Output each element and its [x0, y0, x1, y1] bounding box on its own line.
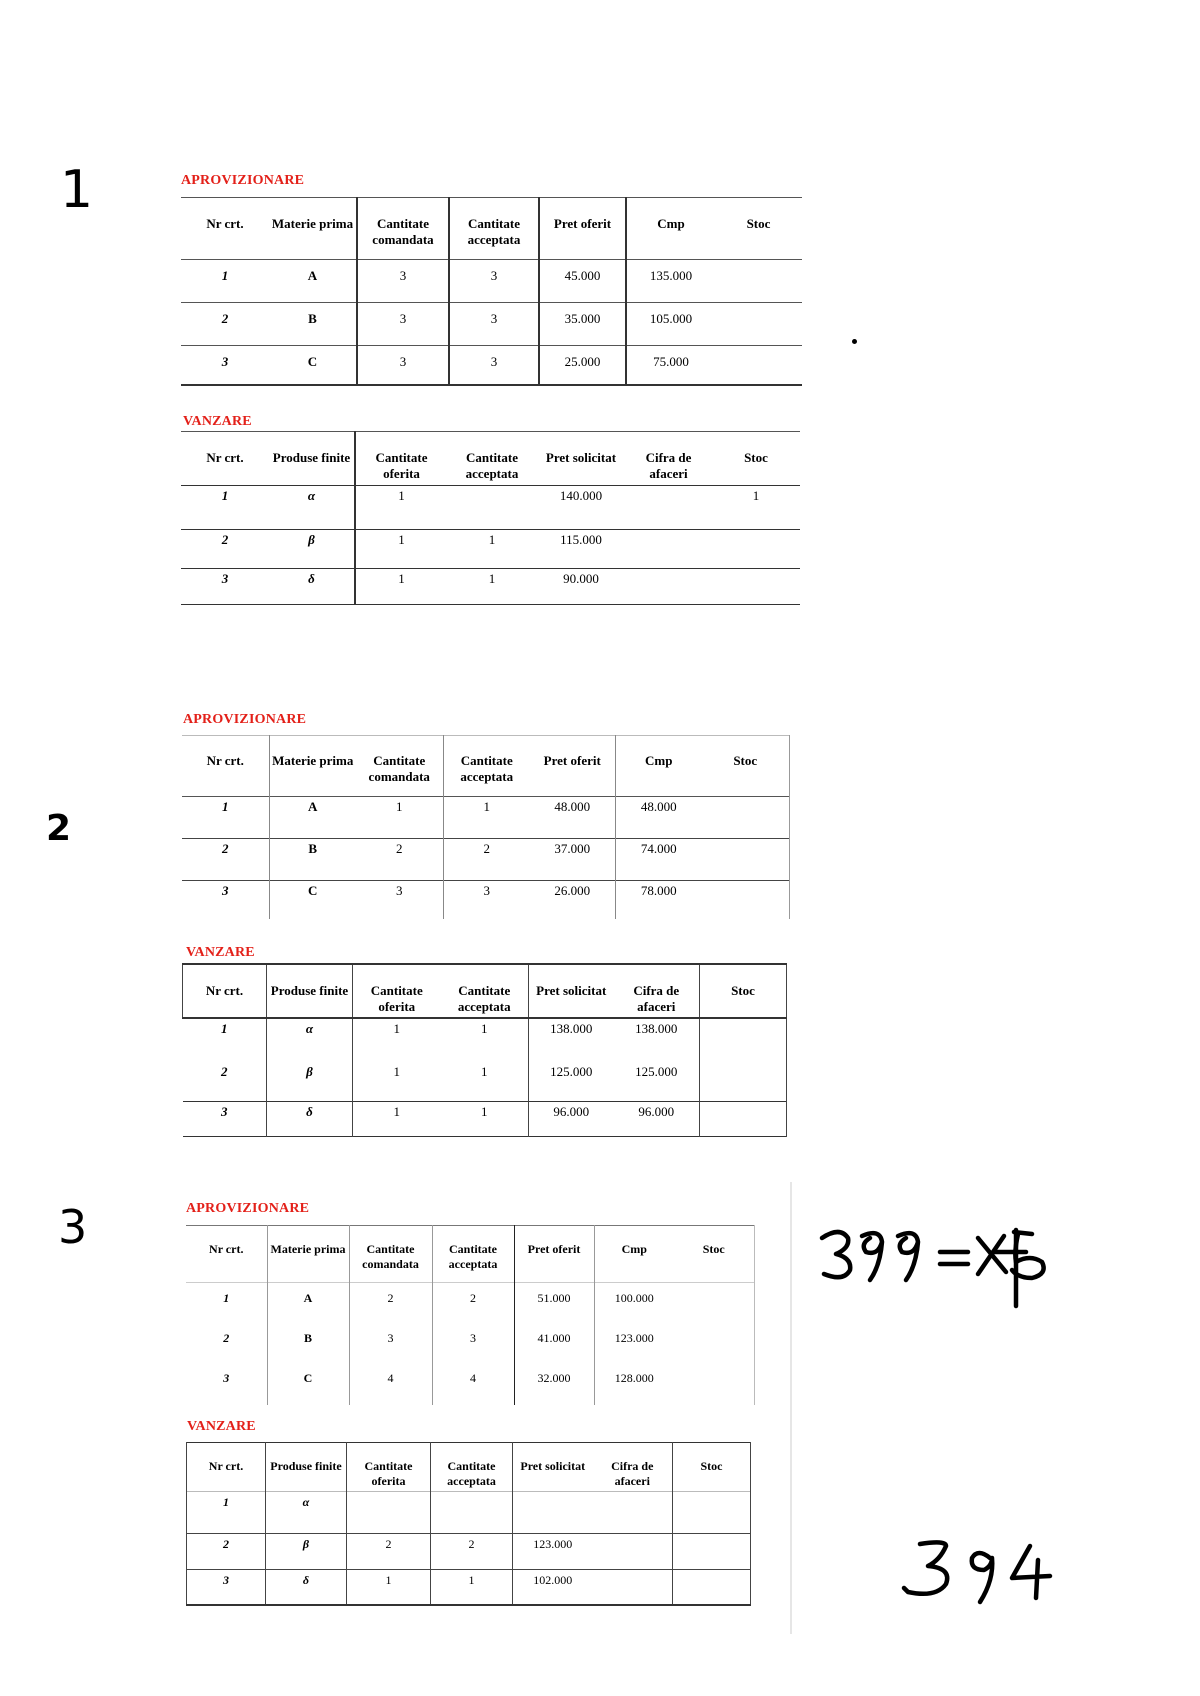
cell-cifra-de-afaceri: 138.000 [635, 1021, 678, 1036]
cell-cifra-de-afaceri [625, 486, 712, 530]
cell-cantitate-oferita: 1 [353, 1062, 441, 1101]
header-produse-finite: Produse finite [272, 450, 351, 465]
cell-nr-crt: 1 [221, 488, 229, 503]
section-1-aprovizionare-table [181, 197, 802, 386]
cell-cantitate-comandata: 3 [396, 883, 403, 898]
table-header-row [183, 964, 787, 1018]
section-2-aprovizionare-table [182, 735, 790, 919]
cell-cmp: 48.000 [615, 797, 702, 839]
table-row [186, 1283, 754, 1323]
table-header-row [182, 736, 789, 797]
cell-stoc [715, 346, 802, 385]
cell-stoc [712, 569, 800, 605]
header-pret-oferit: Pret oferit [514, 1226, 594, 1283]
cell-stoc [673, 1570, 751, 1605]
cell-cantitate-acceptata: 1 [488, 532, 496, 547]
cell-nr-crt: 3 [223, 1370, 230, 1385]
header-nr-crt: Nr crt. [206, 450, 244, 465]
cell-cantitate-comandata: 2 [396, 841, 403, 856]
table-row [181, 346, 802, 385]
table-row [183, 1101, 787, 1136]
section-2-vanzare-table [182, 963, 787, 1137]
cell-stoc [673, 1534, 751, 1570]
cell-produse-finite: β [267, 1062, 353, 1101]
cell-nr-crt: 3 [222, 883, 229, 898]
cell-stoc [700, 1018, 787, 1062]
header-pret-solicitat: Pret solicitat [513, 1443, 593, 1492]
cell-pret-oferit: 35.000 [539, 303, 626, 346]
cell-cantitate-acceptata: 3 [443, 881, 530, 919]
cell-materie-prima: B [267, 1323, 349, 1363]
stray-dot [852, 339, 857, 344]
cell-cantitate-comandata: 4 [349, 1363, 432, 1405]
header-cantitate-acceptata: Cantitate acceptata [457, 983, 511, 1014]
handwritten-note-bottom [900, 1538, 1070, 1608]
table-header-row [181, 198, 802, 260]
cell-cmp: 75.000 [626, 346, 715, 385]
section-1-aprovizionare-title: APROVIZIONARE [181, 173, 305, 188]
cell-nr-crt: 3 [221, 571, 229, 586]
header-cifra-de-afaceri: Cifra de afaceri [633, 983, 680, 1014]
table-row [186, 1363, 754, 1405]
table-row [181, 569, 800, 605]
section-1-vanzare-table [181, 431, 800, 605]
cell-cmp: 135.000 [626, 260, 715, 303]
cell-pret-solicitat: 115.000 [560, 532, 602, 547]
cell-stoc [673, 1492, 751, 1534]
table-row [187, 1492, 751, 1534]
cell-cantitate-acceptata: 1 [443, 797, 530, 839]
cell-nr-crt: 1 [187, 1492, 266, 1534]
table-row [183, 1018, 787, 1062]
cell-cantitate-acceptata: 3 [449, 346, 539, 385]
cell-cifra-de-afaceri [593, 1492, 673, 1534]
cell-cantitate-acceptata: 1 [488, 571, 496, 586]
table-row [186, 1323, 754, 1363]
cell-nr-crt: 1 [221, 268, 229, 283]
table-row [181, 303, 802, 346]
header-pret-oferit: Pret oferit [539, 198, 626, 260]
cell-stoc: 1 [752, 488, 760, 503]
table-row [187, 1534, 751, 1570]
table-row [181, 486, 800, 530]
section-3-vanzare-table [186, 1442, 751, 1606]
cell-pret-oferit: 41.000 [514, 1323, 594, 1363]
header-cmp: Cmp [626, 198, 715, 260]
cell-cmp: 105.000 [626, 303, 715, 346]
table-row [182, 881, 789, 919]
cell-nr-crt: 1 [222, 799, 229, 814]
cell-cmp: 78.000 [615, 881, 702, 919]
cell-cantitate-comandata: 3 [357, 303, 449, 346]
cell-stoc [674, 1283, 754, 1323]
cell-nr-crt: 1 [223, 1291, 230, 1305]
header-cantitate-comandata: Cantitate comandata [349, 1226, 432, 1283]
header-produse-finite: Produse finite [266, 1443, 347, 1492]
cell-pret-solicitat [513, 1492, 593, 1534]
header-cantitate-comandata: Cantitate comandata [357, 198, 449, 260]
cell-stoc [702, 797, 789, 839]
header-nr-crt: Nr crt. [206, 216, 244, 231]
cell-produse-finite: δ [266, 1570, 347, 1605]
section-2-aprovizionare-title: APROVIZIONARE [183, 712, 307, 727]
table-row [187, 1570, 751, 1605]
handwritten-number-1: 1 [60, 160, 94, 220]
cell-cmp: 74.000 [615, 839, 702, 881]
header-materie-prima: Materie prima [267, 1226, 349, 1283]
cell-stoc [702, 839, 789, 881]
cell-cantitate-acceptata: 1 [481, 1103, 488, 1119]
table-row [181, 260, 802, 303]
cell-cmp: 128.000 [594, 1363, 674, 1405]
cell-cantitate-comandata: 3 [357, 346, 449, 385]
cell-stoc [674, 1323, 754, 1363]
cell-cantitate-oferita: 1 [347, 1570, 431, 1605]
cell-cifra-de-afaceri [625, 530, 712, 569]
cell-pret-oferit: 51.000 [514, 1283, 594, 1323]
cell-materie-prima: A [269, 797, 356, 839]
cell-cantitate-acceptata: 3 [432, 1323, 514, 1363]
header-cantitate-acceptata: Cantitate acceptata [431, 1443, 513, 1492]
cell-materie-prima: A [307, 268, 318, 283]
cell-cantitate-acceptata: 4 [432, 1363, 514, 1405]
cell-cmp: 100.000 [594, 1283, 674, 1323]
cell-cantitate-oferita: 1 [355, 569, 447, 605]
header-stoc: Stoc [673, 1443, 751, 1492]
header-cantitate-acceptata: Cantitate acceptata [443, 736, 530, 797]
cell-produse-finite: α [267, 1018, 353, 1062]
cell-stoc [702, 881, 789, 919]
cell-cantitate-acceptata: 3 [449, 260, 539, 303]
header-pret-solicitat: Pret solicitat [529, 964, 614, 1018]
cell-nr-crt: 3 [221, 1103, 228, 1119]
cell-cifra-de-afaceri: 125.000 [635, 1064, 678, 1079]
cell-cantitate-acceptata: 2 [443, 839, 530, 881]
cell-stoc [712, 530, 800, 569]
cell-cantitate-acceptata [431, 1492, 513, 1534]
header-cantitate-comandata: Cantitate comandata [368, 753, 430, 784]
header-cantitate-oferita: Cantitate oferita [353, 964, 441, 1018]
section-1-vanzare-title: VANZARE [183, 414, 252, 429]
cell-cantitate-oferita: 1 [353, 1101, 441, 1136]
cell-cifra-de-afaceri: 96.000 [638, 1103, 675, 1119]
cell-pret-oferit: 37.000 [554, 841, 591, 856]
cell-materie-prima: B [308, 311, 317, 326]
cell-cantitate-oferita: 1 [353, 1018, 441, 1062]
cell-materie-prima: C [307, 354, 318, 369]
cell-pret-solicitat: 138.000 [529, 1018, 614, 1062]
cell-nr-crt: 2 [222, 841, 229, 856]
cell-pret-solicitat: 96.000 [529, 1101, 614, 1136]
table-header-row [181, 432, 800, 486]
header-nr-crt: Nr crt. [209, 1242, 244, 1256]
cell-nr-crt: 3 [221, 354, 229, 369]
cell-pret-oferit: 48.000 [554, 799, 591, 814]
handwritten-number-3: 3 [58, 1200, 88, 1254]
cell-cantitate-acceptata: 2 [432, 1283, 514, 1323]
header-materie-prima: Materie prima [269, 736, 356, 797]
cell-cantitate-acceptata: 1 [431, 1570, 513, 1605]
cell-nr-crt: 1 [221, 1021, 228, 1036]
header-cmp: Cmp [594, 1226, 674, 1283]
cell-cantitate-acceptata: 3 [449, 303, 539, 346]
section-3-aprovizionare-table [186, 1225, 755, 1405]
cell-cantitate-oferita [347, 1492, 431, 1534]
cell-produse-finite: δ [308, 571, 315, 586]
handwritten-number-2: 2 [46, 808, 72, 849]
cell-stoc [715, 303, 802, 346]
header-stoc: Stoc [744, 450, 768, 465]
table-row [182, 797, 789, 839]
cell-pret-solicitat: 140.000 [559, 488, 603, 503]
header-cantitate-oferita: Cantitate oferita [347, 1443, 431, 1492]
header-stoc: Stoc [746, 216, 771, 231]
cell-produse-finite: β [266, 1534, 347, 1570]
cell-materie-prima: C [269, 881, 356, 919]
cell-pret-oferit: 45.000 [539, 260, 626, 303]
header-pret-oferit: Pret oferit [543, 753, 601, 768]
handwritten-note-top [818, 1222, 1072, 1314]
cell-pret-solicitat: 123.000 [513, 1534, 593, 1570]
header-cantitate-acceptata: Cantitate acceptata [432, 1226, 514, 1283]
cell-cifra-de-afaceri [593, 1534, 673, 1570]
cell-nr-crt: 2 [187, 1534, 266, 1570]
header-cantitate-acceptata: Cantitate acceptata [449, 198, 539, 260]
cell-produse-finite: β [308, 532, 315, 547]
cell-materie-prima: A [267, 1283, 349, 1323]
header-cantitate-oferita: Cantitate oferita [355, 432, 447, 486]
section-2-vanzare-title: VANZARE [186, 945, 255, 960]
header-nr-crt: Nr crt. [183, 964, 267, 1018]
cell-cantitate-oferita: 2 [347, 1534, 431, 1570]
cell-materie-prima: B [269, 839, 356, 881]
cell-cantitate-acceptata: 2 [431, 1534, 513, 1570]
section-3-aprovizionare-title: APROVIZIONARE [186, 1201, 310, 1216]
cell-nr-crt: 3 [187, 1570, 266, 1605]
table-header-row [186, 1226, 754, 1283]
cell-nr-crt: 2 [223, 1330, 230, 1345]
header-cifra-de-afaceri: Cifra de afaceri [645, 450, 692, 481]
cell-nr-crt: 2 [221, 1064, 228, 1079]
cell-cifra-de-afaceri [625, 569, 712, 605]
table-row [183, 1062, 787, 1101]
cell-cantitate-acceptata [447, 486, 537, 530]
cell-cifra-de-afaceri [593, 1570, 673, 1605]
table-header-row [187, 1443, 751, 1492]
cell-stoc [700, 1062, 787, 1101]
header-stoc: Stoc [702, 736, 789, 797]
cell-cantitate-comandata: 3 [357, 260, 449, 303]
header-cifra-de-afaceri: Cifra de afaceri [611, 1459, 654, 1488]
cell-cantitate-comandata: 1 [396, 799, 403, 814]
table-row [181, 530, 800, 569]
header-pret-solicitat: Pret solicitat [545, 450, 617, 465]
cell-cantitate-comandata: 2 [349, 1283, 432, 1323]
cell-pret-oferit: 26.000 [554, 883, 591, 898]
divider-line [790, 1182, 792, 1634]
cell-pret-solicitat: 125.000 [529, 1062, 614, 1101]
cell-cantitate-comandata: 3 [349, 1323, 432, 1363]
header-stoc: Stoc [674, 1226, 754, 1283]
cell-cantitate-acceptata: 1 [481, 1064, 488, 1079]
header-cantitate-acceptata: Cantitate acceptata [465, 450, 519, 481]
header-produse-finite: Produse finite [267, 964, 353, 1018]
cell-stoc [715, 260, 802, 303]
cell-produse-finite: α [266, 1492, 347, 1534]
cell-pret-solicitat: 102.000 [513, 1570, 593, 1605]
cell-pret-oferit: 25.000 [539, 346, 626, 385]
cell-produse-finite: δ [267, 1101, 353, 1136]
cell-cantitate-oferita: 1 [355, 486, 447, 530]
cell-cmp: 123.000 [594, 1323, 674, 1363]
cell-pret-solicitat: 90.000 [563, 571, 599, 586]
header-nr-crt: Nr crt. [206, 753, 244, 768]
header-nr-crt: Nr crt. [187, 1443, 266, 1492]
cell-produse-finite: α [307, 488, 316, 503]
header-stoc: Stoc [700, 964, 787, 1018]
cell-stoc [674, 1363, 754, 1405]
cell-stoc [700, 1101, 787, 1136]
header-materie-prima: Materie prima [271, 216, 354, 231]
cell-pret-oferit: 32.000 [514, 1363, 594, 1405]
cell-cantitate-oferita: 1 [355, 530, 447, 569]
header-cmp: Cmp [615, 736, 702, 797]
cell-nr-crt: 2 [221, 532, 229, 547]
cell-nr-crt: 2 [221, 311, 229, 326]
section-3-vanzare-title: VANZARE [187, 1419, 256, 1434]
table-row [182, 839, 789, 881]
cell-materie-prima: C [267, 1363, 349, 1405]
cell-cantitate-acceptata: 1 [481, 1021, 488, 1036]
